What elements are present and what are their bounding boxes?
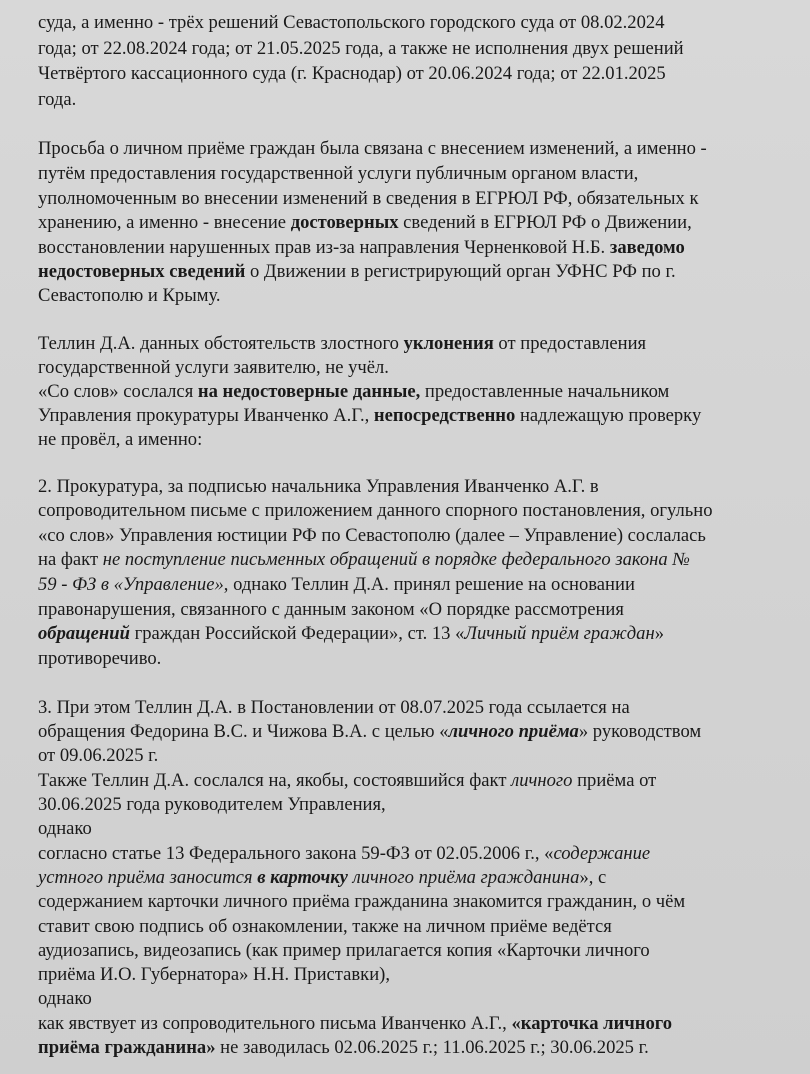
text-line: не провёл, а именно: <box>38 429 203 450</box>
text-line: года; от 22.08.2024 года; от 21.05.2025 года, а также не исполнения двух решений <box>38 38 684 59</box>
text-line: Четвёртого кассационного суда (г. Краснодар) от 20.06.2024 года; от 22.01.2025 <box>38 63 666 84</box>
text-line: государственной услуги заявителю, не учёл. <box>38 357 389 378</box>
text-line: сопроводительном письме с приложением данного спорного постановления, огульно <box>38 500 713 521</box>
text-line: хранению, а именно - внесение достоверных сведений в ЕГРЮЛ РФ о Движении, <box>38 212 692 233</box>
text-line: Просьба о личном приёме граждан была связана с внесением изменений, а именно - <box>38 138 707 159</box>
text-line: аудиозапись, видеозапись (как пример прилагается копия «Карточки личного <box>38 940 650 961</box>
text-line: противоречиво. <box>38 648 162 669</box>
text-line: «со слов» Управления юстиции РФ по Севастополю (далее – Управление) сослалась <box>38 525 706 546</box>
text-line: приёма И.О. Губернатора» Н.Н. Приставки), <box>38 964 390 985</box>
text-line: суда, а именно - трёх решений Севастопольского городского суда от 08.02.2024 <box>38 12 665 33</box>
text-line: года. <box>38 89 77 110</box>
text-line: как явствует из сопроводительного письма Иванченко А.Г., «карточка личного <box>38 1013 673 1034</box>
text-line: устного приёма заносится в карточку личного приёма гражданина», с <box>38 867 607 888</box>
text-line: 30.06.2025 года руководителем Управления, <box>38 794 386 815</box>
text-line: ставит свою подпись об ознакомлении, также на личном приёме ведётся <box>38 916 612 937</box>
text-line: 59 - ФЗ в «Управление», однако Теллин Д.А. принял решение на основании <box>38 574 635 595</box>
text-line: согласно статье 13 Федерального закона 59-ФЗ от 02.05.2006 г., «содержание <box>38 843 651 864</box>
text-line: приёма гражданина» не заводилась 02.06.2025 г.; 11.06.2025 г.; 30.06.2025 г. <box>38 1037 649 1058</box>
text-line: однако <box>38 818 92 839</box>
text-line: 3. При этом Теллин Д.А. в Постановлении от 08.07.2025 года ссылается на <box>38 697 630 718</box>
text-line: уполномоченным во внесении изменений в сведения в ЕГРЮЛ РФ, обязательных к <box>38 188 699 209</box>
text-line: Управления прокуратуры Иванченко А.Г., непосредственно надлежащую проверку <box>38 405 702 426</box>
text-line: путём предоставления государственной услуги публичным органом власти, <box>38 163 639 184</box>
text-line: обращения Федорина В.С. и Чижова В.А. с целью «личного приёма» руководством <box>38 721 702 742</box>
text-line: Также Теллин Д.А. сослался на, якобы, состоявшийся факт личного приёма от <box>38 770 657 791</box>
text-line: Теллин Д.А. данных обстоятельств злостного уклонения от предоставления <box>38 333 647 354</box>
text-line: правонарушения, связанного с данным законом «О порядке рассмотрения <box>38 599 624 620</box>
text-line: содержанием карточки личного приёма гражданина знакомится гражданин, о чём <box>38 891 686 912</box>
text-line: обращений граждан Российской Федерации», ст. 13 «Личный приём граждан» <box>38 623 664 644</box>
text-line: 2. Прокуратура, за подписью начальника Управления Иванченко А.Г. в <box>38 476 599 497</box>
text-line: однако <box>38 988 92 1009</box>
text-line: Севастополю и Крыму. <box>38 285 221 306</box>
text-line: на факт не поступление письменных обращений в порядке федерального закона № <box>38 549 690 570</box>
text-line: «Со слов» сослался на недостоверные данные, предоставленные начальником <box>38 381 670 402</box>
text-line: недостоверных сведений о Движении в регистрирующий орган УФНС РФ по г. <box>38 261 676 282</box>
text-line: от 09.06.2025 г. <box>38 745 159 766</box>
text-line: восстановлении нарушенных прав из-за направления Черненковой Н.Б. заведомо <box>38 237 685 258</box>
